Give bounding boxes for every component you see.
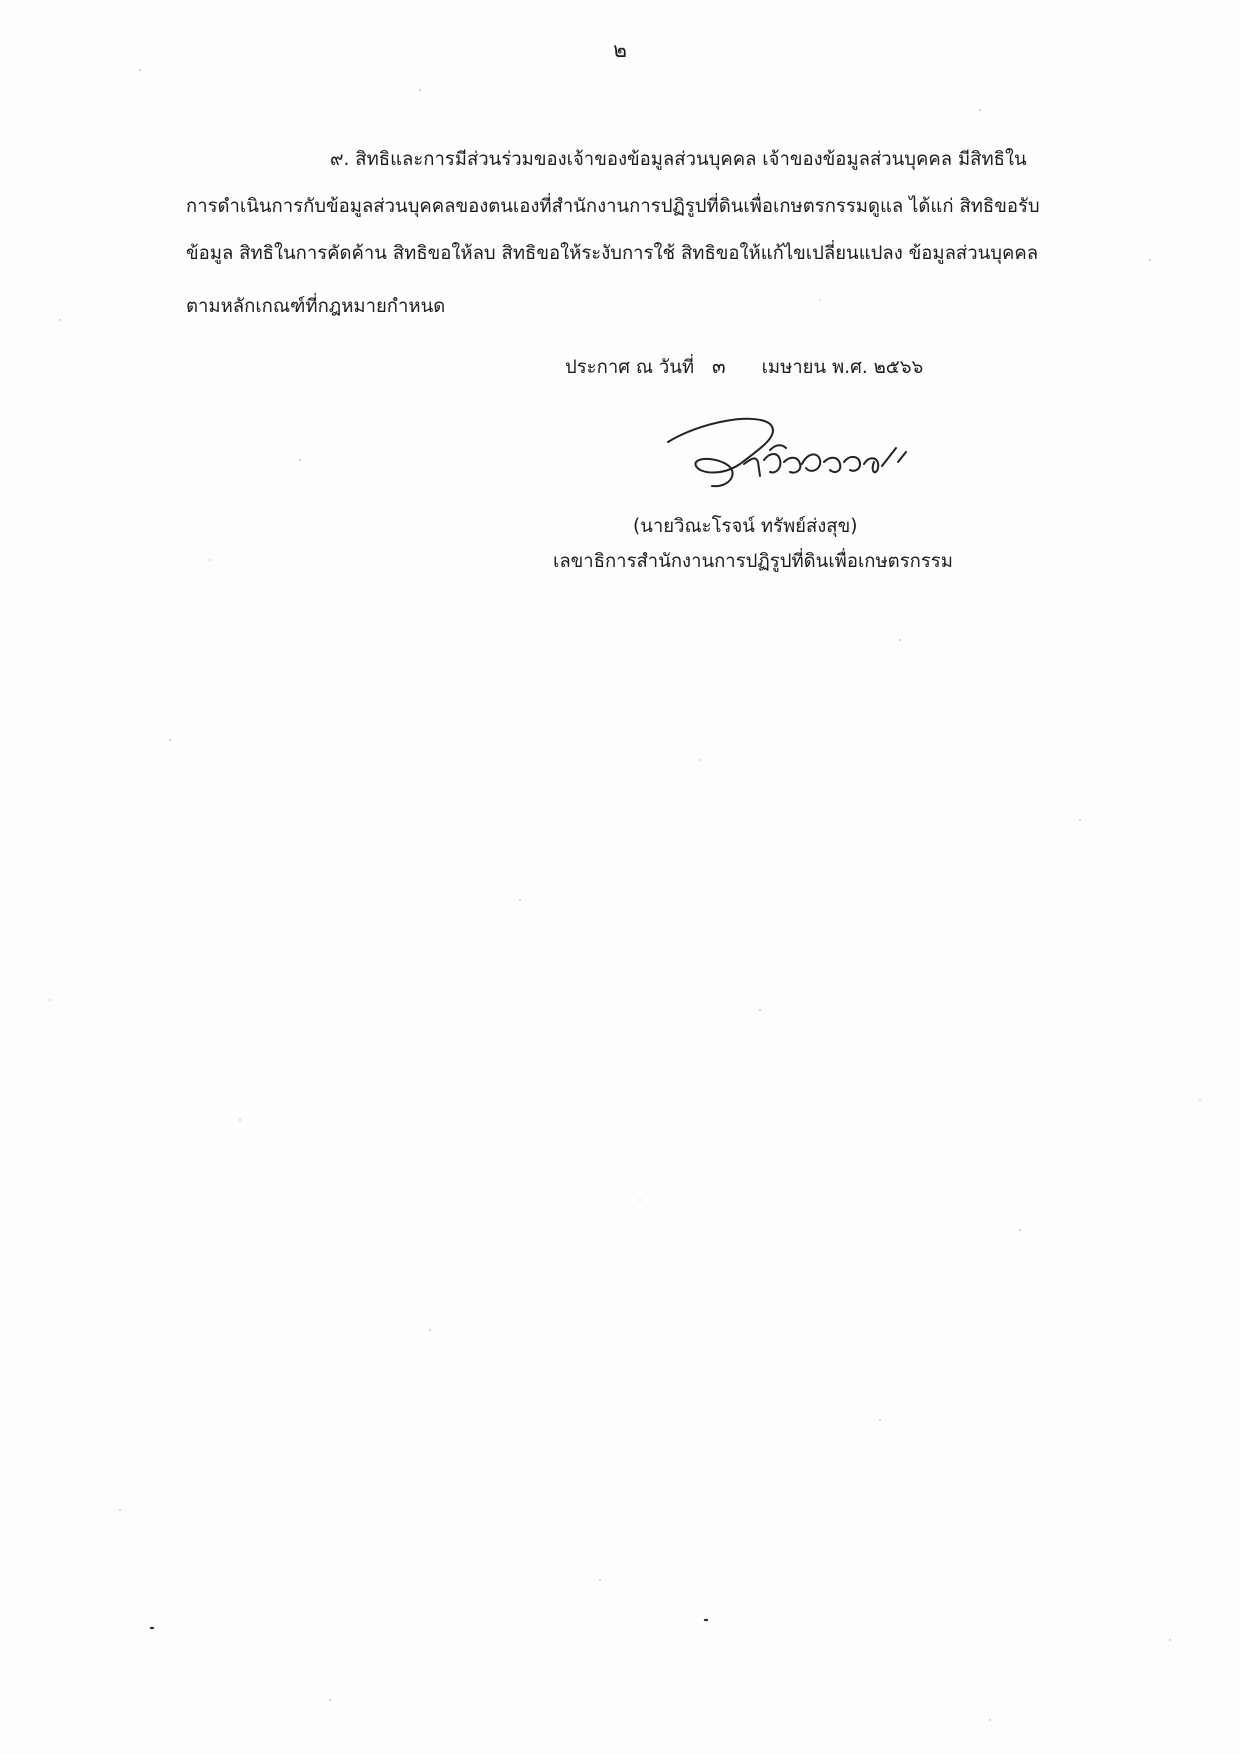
- page-number: ๒: [613, 38, 627, 62]
- paragraph-line-3: ข้อมูล สิทธิในการคัดค้าน สิทธิขอให้ลบ สิทธิขอให้ระงับการใช้ สิทธิขอให้แก้ไขเปลี่ยนแปลง ข้อมูลส่วนบุคคล: [186, 243, 1039, 264]
- paragraph-line-1: ๙. สิทธิและการมีส่วนร่วมของเจ้าของข้อมูลส่วนบุคคล เจ้าของข้อมูลส่วนบุคคล มีสิทธิใน: [330, 149, 1027, 170]
- announcement-day: ๓: [712, 354, 726, 378]
- paragraph-line-2: การดำเนินการกับข้อมูลส่วนบุคคลของตนเองที่สำนักงานการปฏิรูปที่ดินเพื่อเกษตรกรรมดูแล ได้แก่ สิทธิขอรับ: [186, 196, 1040, 217]
- announcement-month-year: เมษายน พ.ศ. ๒๕๖๖: [761, 357, 924, 378]
- handwritten-signature: [660, 412, 930, 512]
- signer-name: (นายวิณะโรจน์ ทรัพย์ส่งสุข): [633, 516, 858, 537]
- signer-title: เลขาธิการสำนักงานการปฏิรูปที่ดินเพื่อเกษตรกรรม: [553, 551, 953, 572]
- paragraph-line-4: ตามหลักเกณฑ์ที่กฎหมายกำหนด: [186, 296, 446, 317]
- announcement-prefix: ประกาศ ณ วันที่: [565, 357, 695, 378]
- announcement-date: [565, 350, 923, 382]
